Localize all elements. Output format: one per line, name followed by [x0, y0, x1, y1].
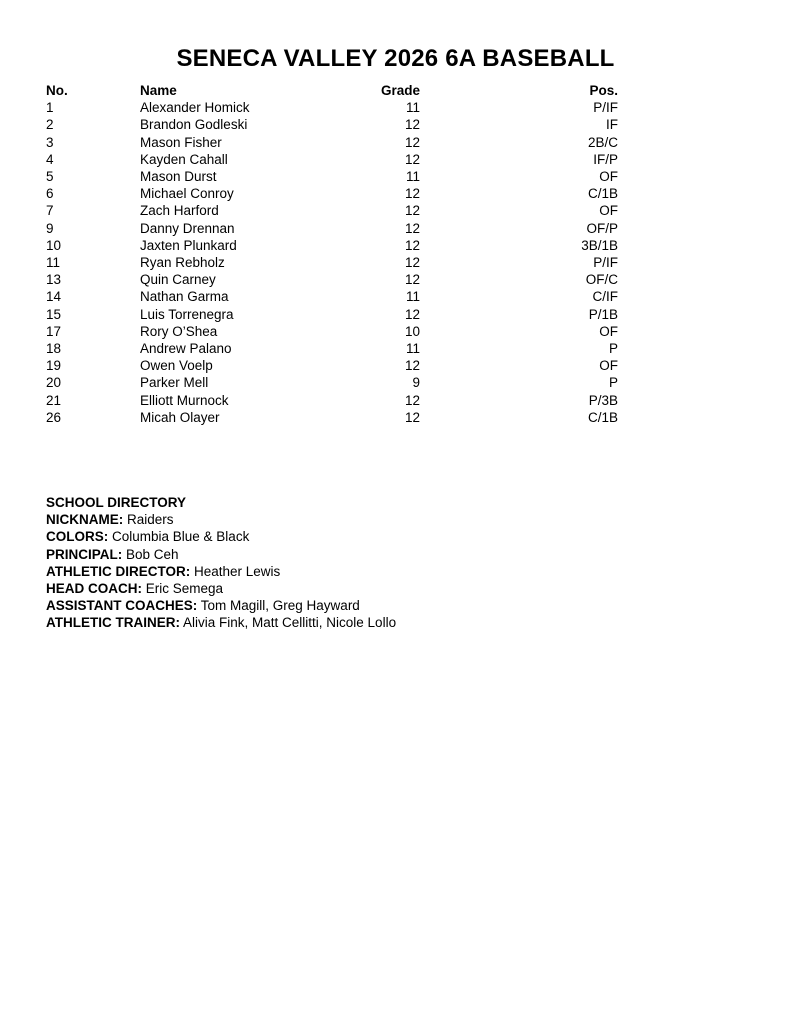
roster-cell-grade: 12 [404, 117, 420, 133]
roster-cell-name: Mason Durst [140, 169, 217, 185]
roster-cell-no: 9 [46, 220, 54, 236]
table-row [46, 323, 618, 340]
roster-cell-grade: 11 [405, 169, 420, 185]
directory-entry-value: Raiders [123, 512, 174, 528]
roster-body [46, 99, 618, 426]
directory-entry-label: HEAD COACH: [46, 581, 142, 597]
roster-cell-grade: 12 [404, 272, 420, 288]
roster-cell-name: Ryan Rebholz [140, 255, 225, 271]
roster-header-row [46, 82, 618, 99]
roster-cell-grade: 12 [404, 237, 420, 253]
roster-cell-no: 11 [46, 255, 61, 271]
roster-cell-grade: 11 [405, 100, 420, 116]
table-row [46, 392, 618, 409]
roster-cell-no: 21 [46, 392, 62, 408]
roster-cell-grade: 12 [404, 186, 420, 202]
table-row [46, 288, 618, 305]
directory-entry-label: PRINCIPAL: [46, 546, 123, 562]
roster-cell-pos: P [608, 341, 618, 357]
directory-entry-value: Bob Ceh [122, 546, 179, 562]
roster-cell-no: 5 [46, 169, 54, 185]
header-no: No. [46, 83, 68, 98]
roster-cell-no: 10 [46, 237, 62, 253]
roster-cell-grade: 12 [404, 358, 420, 374]
roster-cell-pos: OF [599, 358, 618, 374]
roster-cell-pos: IF/P [593, 151, 618, 167]
directory-entries [46, 511, 791, 631]
roster-cell-name: Kayden Cahall [140, 151, 228, 167]
directory-entry [46, 563, 791, 580]
table-row [46, 340, 618, 357]
header-pos: Pos. [589, 83, 618, 98]
roster-cell-no: 15 [46, 306, 62, 322]
roster-cell-pos: P/3B [588, 392, 618, 408]
roster-cell-no: 18 [46, 341, 62, 357]
roster-table [46, 82, 618, 426]
directory-entry-label: ASSISTANT COACHES: [46, 598, 198, 614]
table-row [46, 99, 618, 116]
table-row [46, 116, 618, 133]
directory-entry [46, 580, 791, 597]
table-row [46, 168, 618, 185]
roster-cell-name: Micah Olayer [140, 409, 220, 425]
table-row [46, 202, 618, 219]
roster-cell-no: 26 [46, 409, 62, 425]
header-grade: Grade [380, 83, 420, 98]
roster-cell-pos: OF [599, 323, 618, 339]
roster-cell-grade: 12 [404, 151, 420, 167]
roster-cell-grade: 12 [404, 409, 420, 425]
roster-cell-no: 13 [46, 272, 62, 288]
roster-cell-pos: OF/P [586, 220, 618, 236]
directory-entry-label: ATHLETIC TRAINER: [46, 615, 180, 631]
roster-cell-name: Mason Fisher [140, 134, 222, 150]
table-row [46, 185, 618, 202]
roster-cell-pos: OF/C [585, 272, 618, 288]
table-row [46, 134, 618, 151]
roster-cell-name: Brandon Godleski [140, 117, 248, 133]
roster-cell-name: Andrew Palano [140, 341, 232, 357]
roster-cell-grade: 12 [404, 255, 420, 271]
roster-cell-pos: OF [599, 169, 618, 185]
directory-entry-value: Tom Magill, Greg Hayward [197, 598, 360, 614]
roster-cell-pos: C/IF [592, 289, 618, 305]
roster-cell-no: 3 [46, 134, 54, 150]
roster-cell-pos: C/1B [587, 186, 618, 202]
roster-cell-no: 7 [46, 203, 54, 219]
roster-cell-pos: 3B/1B [581, 237, 618, 253]
roster-cell-grade: 12 [404, 392, 420, 408]
table-row [46, 271, 618, 288]
roster-cell-no: 20 [46, 375, 62, 391]
roster-cell-pos: IF [606, 117, 618, 133]
directory-entry [46, 614, 791, 631]
table-row [46, 151, 618, 168]
table-row [46, 374, 618, 391]
roster-cell-grade: 11 [405, 341, 420, 357]
table-row [46, 409, 618, 426]
roster-cell-pos: P/IF [593, 100, 618, 116]
roster-cell-name: Rory O’Shea [140, 323, 218, 339]
roster-cell-name: Danny Drennan [140, 220, 235, 236]
roster-cell-name: Luis Torrenegra [140, 306, 234, 322]
roster-cell-no: 1 [46, 100, 54, 116]
table-row [46, 306, 618, 323]
roster-cell-name: Parker Mell [140, 375, 209, 391]
table-row [46, 220, 618, 237]
roster-cell-pos: 2B/C [587, 134, 618, 150]
roster-cell-pos: P/1B [588, 306, 618, 322]
directory-entry [46, 597, 791, 614]
directory-entry-value: Heather Lewis [190, 563, 281, 579]
directory-entry [46, 511, 791, 528]
directory-entry [46, 546, 791, 563]
directory-entry-value: Columbia Blue & Black [108, 529, 250, 545]
roster-cell-no: 4 [46, 151, 54, 167]
roster-cell-pos: P [608, 375, 618, 391]
page-title: SENECA VALLEY 2026 6A BASEBALL [176, 45, 615, 72]
roster-cell-no: 17 [46, 323, 62, 339]
roster-cell-pos: OF [599, 203, 618, 219]
roster-cell-no: 14 [46, 289, 62, 305]
roster-cell-name: Quin Carney [140, 272, 216, 288]
roster-cell-grade: 12 [404, 220, 420, 236]
roster-cell-pos: P/IF [593, 255, 618, 271]
roster-cell-grade: 12 [404, 134, 420, 150]
directory-entry [46, 528, 791, 545]
roster-cell-no: 6 [46, 186, 54, 202]
roster-cell-grade: 11 [405, 289, 420, 305]
table-row [46, 254, 618, 271]
roster-cell-pos: C/1B [587, 409, 618, 425]
roster-cell-name: Jaxten Plunkard [140, 237, 237, 253]
roster-cell-grade: 9 [412, 375, 420, 391]
roster-cell-name: Nathan Garma [140, 289, 229, 305]
roster-cell-no: 19 [46, 358, 62, 374]
roster-cell-name: Elliott Murnock [140, 392, 229, 408]
table-row [46, 237, 618, 254]
roster-cell-name: Zach Harford [140, 203, 219, 219]
roster-cell-name: Alexander Homick [140, 100, 250, 116]
roster-cell-no: 2 [46, 117, 54, 133]
roster-cell-grade: 12 [404, 203, 420, 219]
directory-entry-value: Eric Semega [142, 581, 224, 597]
directory-entry-label: ATHLETIC DIRECTOR: [46, 563, 191, 579]
roster-cell-name: Owen Voelp [140, 358, 213, 374]
directory-entry-value: Alivia Fink, Matt Cellitti, Nicole Lollo [180, 615, 397, 631]
roster-cell-grade: 10 [404, 323, 420, 339]
roster-cell-grade: 12 [404, 306, 420, 322]
directory-entry-label: COLORS: [46, 529, 109, 545]
school-directory [46, 494, 791, 632]
directory-heading: SCHOOL DIRECTORY [46, 495, 187, 511]
directory-entry-label: NICKNAME: [46, 512, 124, 528]
table-row [46, 357, 618, 374]
header-name: Name [140, 83, 177, 98]
roster-cell-name: Michael Conroy [140, 186, 234, 202]
